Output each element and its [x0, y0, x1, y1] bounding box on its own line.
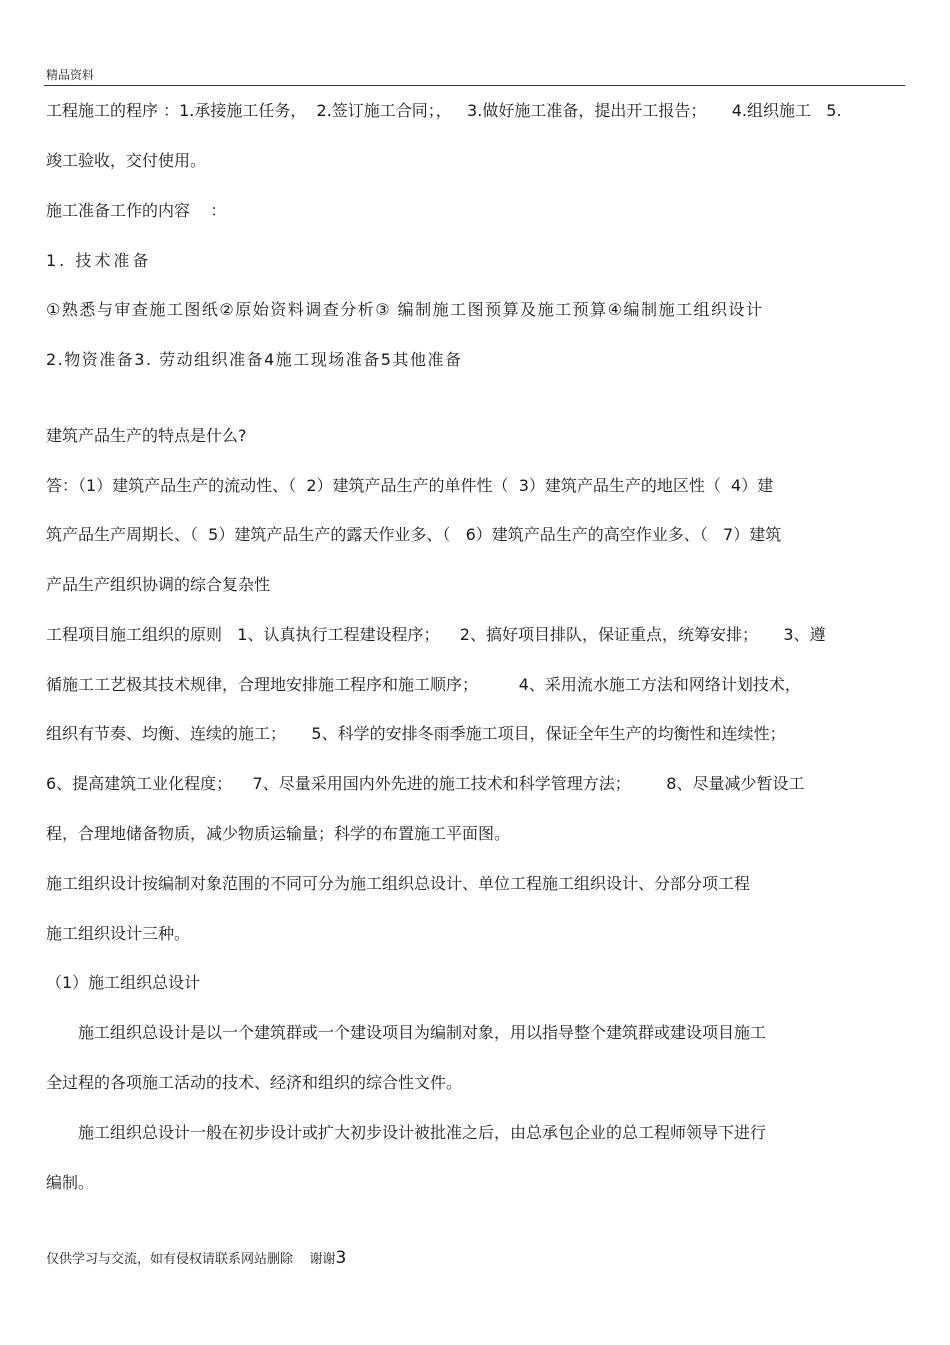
- page-number: 3: [335, 1248, 347, 1268]
- body-line-8: 答：（1）建筑产品生产的流动性、（ 2）建筑产品生产的单件性（ 3）建筑产品生产的地区性（ 4）建: [46, 476, 774, 495]
- body-line-2: 竣工验收，交付使用。: [46, 151, 207, 170]
- body-line-1: 工程施工的程序 ：1.承接施工任务， 2.签订施工合同；， 3.做好施工准备，提出开工报告； 4.组织施工 5.: [46, 101, 842, 120]
- body-line-18: （1）施工组织总设计: [46, 973, 201, 992]
- body-line-21: 施工组织总设计一般在初步设计或扩大初步设计被批准之后，由总承包企业的总工程师领导下进行: [78, 1123, 767, 1142]
- body-line-20: 全过程的各项施工活动的技术、经济和组织的综合性文件。: [46, 1073, 463, 1092]
- body-line-9: 筑产品生产周期长、（ 5）建筑产品生产的露天作业多、（ 6）建筑产品生产的高空作业多、（ 7）建筑: [46, 525, 782, 544]
- page-footer: [46, 1248, 346, 1268]
- body-line-22: 编制。: [46, 1173, 95, 1192]
- body-line-15: 程，合理地储备物质，减少物质运输量；科学的布置施工平面图。: [46, 824, 511, 843]
- body-line-17: 施工组织设计三种。: [46, 924, 191, 943]
- body-line-16: 施工组织设计按编制对象范围的不同可分为施工组织总设计、单位工程施工组织设计、分部分项工程: [46, 874, 751, 893]
- body-line-5: ①熟悉与审查施工图纸②原始资料调查分析③ 编制施工图预算及施工预算④编制施工组织设计: [46, 300, 764, 319]
- header-divider: [44, 85, 905, 86]
- body-line-6: 2.物资准备3. 劳动组织准备4施工现场准备5其他准备: [46, 350, 463, 369]
- page-header-label: 精品资料: [46, 68, 95, 82]
- body-line-10: 产品生产组织协调的综合复杂性: [46, 575, 271, 594]
- body-line-13: 组织有节奏、均衡、连续的施工； 5、科学的安排冬雨季施工项目，保证全年生产的均衡性和连续性；: [46, 724, 786, 743]
- body-line-11: 工程项目施工组织的原则 1、认真执行工程建设程序； 2、搞好项目排队，保证重点，统筹安排； 3、遵: [46, 625, 826, 644]
- body-line-4: 1. 技术准备: [46, 251, 152, 270]
- body-line-19: 施工组织总设计是以一个建筑群或一个建设项目为编制对象，用以指导整个建筑群或建设项目施工: [78, 1023, 767, 1042]
- body-line-3: 施工准备工作的内容 ：: [46, 201, 227, 220]
- body-line-12: 循施工工艺极其技术规律，合理地安排施工程序和施工顺序； 4、采用流水施工方法和网络计划技术，: [46, 675, 801, 694]
- body-line-7: 建筑产品生产的特点是什么?: [46, 426, 247, 445]
- footer-text: 仅供学习与交流，如有侵权请联系网站删除 谢谢: [46, 1252, 336, 1267]
- body-line-14: 6、提高建筑工业化程度； 7、尽量采用国内外先进的施工技术和科学管理方法； 8、尽量减少暂设工: [46, 774, 805, 793]
